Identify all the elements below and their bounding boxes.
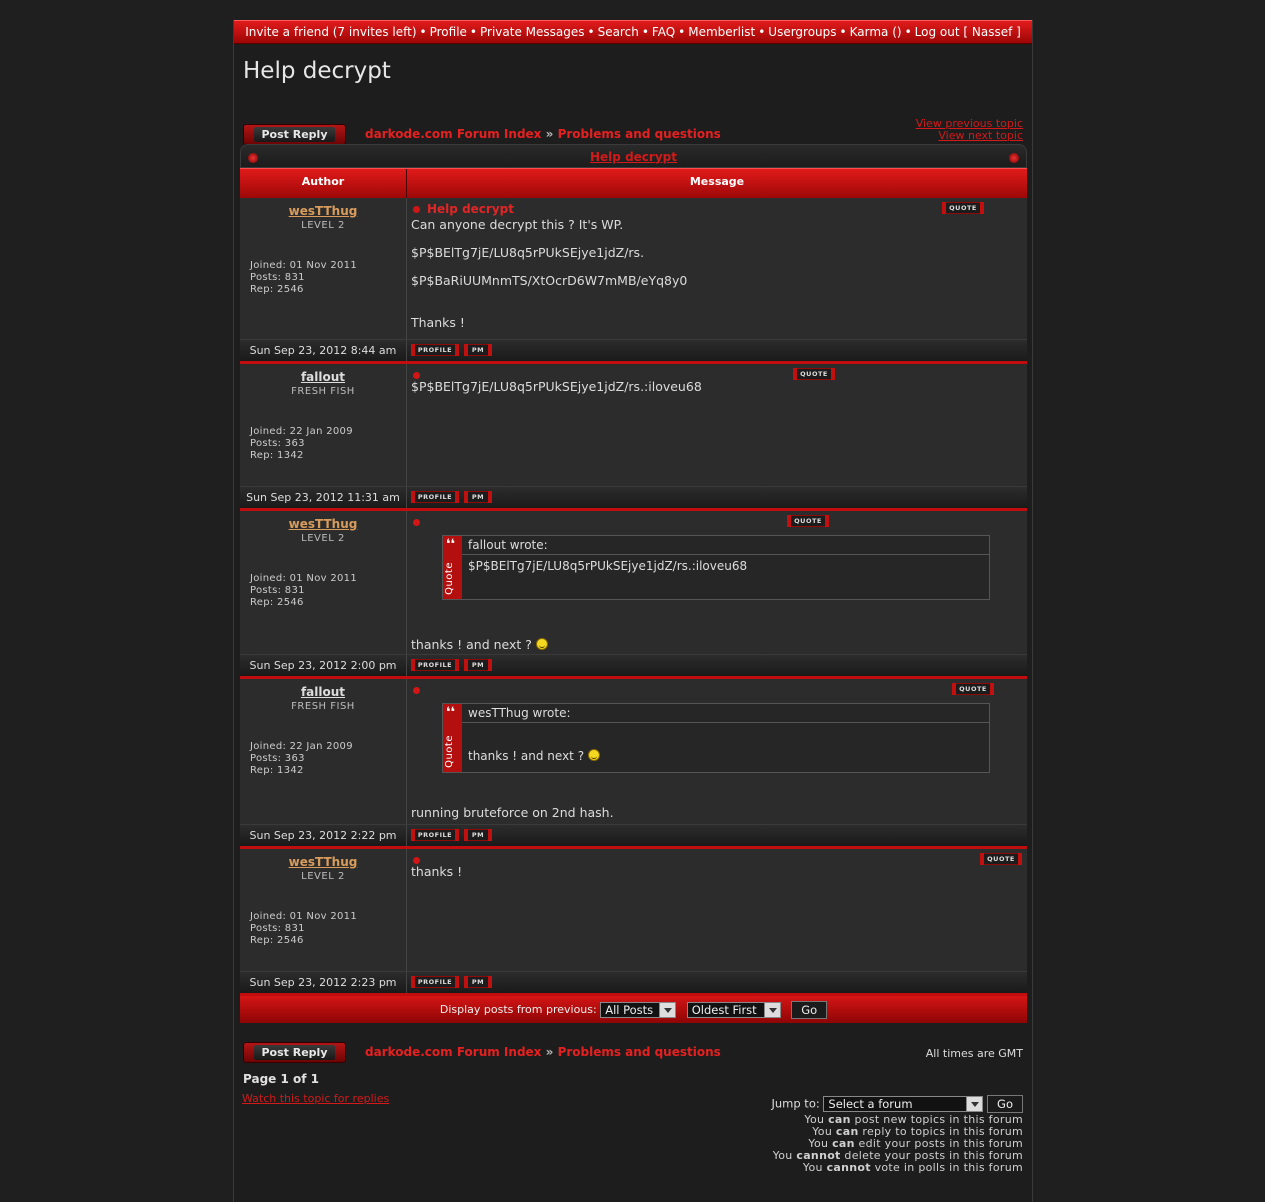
author-name-link[interactable]: wesTThug: [288, 204, 358, 218]
author-reputation: Rep: 1342: [250, 450, 304, 461]
header-dot-icon: [248, 153, 258, 163]
post-date: Sun Sep 23, 2012 8:44 am: [240, 340, 407, 361]
author-rank: LEVEL 2: [301, 871, 345, 882]
post-subject: [411, 853, 1027, 865]
post-body: [411, 806, 614, 820]
post-subject: [411, 683, 1027, 695]
previous-topic-link[interactable]: View previous topic: [915, 117, 1023, 130]
forum-jump-value: Select a forum: [828, 1097, 913, 1111]
permission-flag: cannot: [796, 1149, 841, 1162]
post-reply-button-bottom[interactable]: [243, 1042, 346, 1063]
permission-text: edit your posts in this forum: [854, 1137, 1023, 1150]
memberlist-link[interactable]: Memberlist: [688, 25, 756, 39]
permission-text: post new topics in this forum: [850, 1113, 1023, 1126]
quote-block: [442, 535, 990, 600]
permission-text: You: [812, 1125, 836, 1138]
nav-separator: •: [469, 25, 477, 39]
post: [240, 361, 1027, 486]
post-actions: [407, 972, 1027, 993]
post-date: Sun Sep 23, 2012 2:23 pm: [240, 972, 407, 993]
page-count: Page 1 of 1: [243, 1072, 319, 1086]
watch-topic-link[interactable]: Watch this topic for replies: [242, 1092, 390, 1105]
forum-jump-select[interactable]: [823, 1096, 983, 1112]
topic-pager: [916, 118, 1023, 142]
post-reply-button[interactable]: [243, 124, 346, 145]
permission-line: [773, 1162, 1023, 1174]
post-message-cell: [407, 198, 1027, 339]
pm-button[interactable]: PM: [464, 344, 492, 356]
quote-text: thanks ! and next ?: [468, 749, 585, 763]
post-subject: [411, 368, 1027, 380]
sort-order-select[interactable]: [687, 1002, 781, 1018]
post-message-cell: [407, 511, 1027, 654]
quote-button[interactable]: QUOTE: [980, 853, 1022, 865]
next-topic-link[interactable]: View next topic: [938, 129, 1023, 142]
author-reputation: Rep: 2546: [250, 935, 304, 946]
permission-flag: cannot: [826, 1161, 871, 1174]
breadcrumb-separator: »: [545, 127, 554, 141]
permission-text: reply to topics in this forum: [858, 1125, 1023, 1138]
author-post-count: Posts: 831: [250, 585, 305, 596]
forum-page: [233, 20, 1033, 1202]
quote-tag: Quote: [444, 562, 455, 595]
nav-separator: •: [839, 25, 847, 39]
author-info: [250, 426, 353, 462]
post-body: [411, 380, 1027, 394]
author-rank: LEVEL 2: [301, 220, 345, 231]
page-title: Help decrypt: [243, 58, 391, 84]
post: [240, 508, 1027, 654]
post-message-cell: [407, 679, 1027, 824]
author-name-link[interactable]: wesTThug: [288, 855, 358, 869]
post: [240, 846, 1027, 971]
post-date: Sun Sep 23, 2012 2:22 pm: [240, 825, 407, 846]
pm-button[interactable]: PM: [464, 659, 492, 671]
post-footer: [240, 824, 1027, 846]
profile-button[interactable]: PROFILE: [411, 976, 459, 988]
profile-button[interactable]: PROFILE: [411, 829, 459, 841]
post-actions: [407, 487, 1027, 508]
post-author-cell: [240, 679, 407, 824]
permission-text: You: [808, 1137, 833, 1150]
top-navigation: [234, 20, 1032, 44]
post: [240, 198, 1027, 339]
post-reply-label: Post Reply: [254, 127, 335, 142]
author-reputation: Rep: 2546: [250, 597, 304, 608]
author-joined: Joined: 01 Nov 2011: [250, 260, 357, 271]
posts-period-select[interactable]: [600, 1002, 676, 1018]
column-headers: [240, 168, 1027, 198]
post-text-line: $P$BElTg7jE/LU8q5rPUkSEjye1jdZ/rs.: [411, 245, 645, 260]
post-subject: [411, 515, 1027, 527]
display-go-button[interactable]: Go: [791, 1001, 827, 1019]
post-message-cell: [407, 849, 1027, 971]
permission-text: You: [772, 1149, 797, 1162]
quote-button[interactable]: QUOTE: [793, 368, 835, 380]
author-joined: Joined: 01 Nov 2011: [250, 573, 357, 584]
author-info: [250, 741, 353, 777]
timezone-note: All times are GMT: [925, 1047, 1023, 1060]
quote-sidebar: [443, 704, 462, 772]
quote-marks-icon: ❛❛: [446, 705, 456, 720]
jump-to-label: Jump to:: [771, 1096, 820, 1111]
sort-order-value: Oldest First: [691, 1003, 757, 1017]
post-body: [411, 218, 1027, 330]
nav-separator: •: [587, 25, 595, 39]
author-reputation: Rep: 1342: [250, 765, 304, 776]
post-body: [411, 638, 548, 652]
breadcrumb-forum[interactable]: Problems and questions: [557, 1045, 721, 1059]
author-joined: Joined: 22 Jan 2009: [250, 741, 353, 752]
post-footer: [240, 486, 1027, 508]
author-column-header: Author: [240, 169, 407, 198]
nav-separator: •: [419, 25, 427, 39]
profile-button[interactable]: PROFILE: [411, 344, 459, 356]
quote-header: wesTThug wrote:: [462, 704, 989, 723]
post-text-line: thanks !: [411, 864, 463, 879]
quote-header: fallout wrote:: [462, 536, 989, 555]
post-footer: [240, 654, 1027, 676]
pm-button[interactable]: PM: [464, 829, 492, 841]
author-joined: Joined: 01 Nov 2011: [250, 911, 357, 922]
author-post-count: Posts: 363: [250, 753, 305, 764]
post: [240, 676, 1027, 824]
post-text-line: running bruteforce on 2nd hash.: [411, 805, 614, 820]
breadcrumb: [365, 127, 721, 141]
quote-body: [462, 723, 989, 767]
quote-sidebar: [443, 536, 462, 599]
post-author-cell: [240, 198, 407, 339]
profile-button[interactable]: PROFILE: [411, 659, 459, 671]
post-text-line: $P$BElTg7jE/LU8q5rPUkSEjye1jdZ/rs.:iloveu68: [411, 379, 702, 394]
author-rank: FRESH FISH: [291, 386, 355, 397]
author-rank: LEVEL 2: [301, 533, 345, 544]
quote-marks-icon: ❛❛: [446, 537, 456, 552]
author-name-link[interactable]: fallout: [300, 685, 346, 699]
quote-block: [442, 703, 990, 773]
post-reply-label: Post Reply: [254, 1045, 335, 1060]
posts-period-value: All Posts: [605, 1003, 654, 1017]
breadcrumb-forum-index[interactable]: darkode.com Forum Index: [365, 1045, 542, 1059]
post-author-cell: [240, 849, 407, 971]
post-message-cell: [407, 364, 1027, 486]
post-actions: [407, 655, 1027, 676]
author-name-link[interactable]: fallout: [300, 370, 346, 384]
karma-link[interactable]: Karma (): [849, 25, 902, 39]
post-author-cell: [240, 511, 407, 654]
permission-text: You: [804, 1113, 829, 1126]
quote-tag: Quote: [444, 735, 455, 768]
permission-text: vote in polls in this forum: [870, 1161, 1023, 1174]
quote-button[interactable]: QUOTE: [787, 515, 829, 527]
quote-button[interactable]: QUOTE: [952, 683, 994, 695]
breadcrumb-separator: »: [545, 1045, 554, 1059]
author-info: [250, 260, 357, 296]
author-post-count: Posts: 363: [250, 438, 305, 449]
dropdown-arrow-icon: [659, 1003, 675, 1017]
post-actions: [407, 825, 1027, 846]
permission-flag: can: [835, 1125, 859, 1138]
logout-link[interactable]: Log out [ Nassef ]: [914, 25, 1021, 39]
dropdown-arrow-icon: [764, 1003, 780, 1017]
permission-flag: can: [828, 1113, 851, 1126]
quote-body: $P$BElTg7jE/LU8q5rPUkSEjye1jdZ/rs.:iloveu68: [468, 559, 748, 573]
display-options-label: Display posts from previous:: [439, 1003, 597, 1016]
post-footer: [240, 339, 1027, 361]
dropdown-arrow-icon: [966, 1097, 982, 1111]
permission-text: delete your posts in this forum: [840, 1149, 1023, 1162]
post-text-line: Thanks !: [411, 315, 465, 330]
forum-permissions: [773, 1114, 1023, 1174]
topic-header: [240, 144, 1027, 168]
message-column-header: Message: [689, 175, 745, 188]
breadcrumb-bottom: [365, 1045, 721, 1059]
display-options-bar: [240, 993, 1027, 1023]
pm-button[interactable]: PM: [464, 491, 492, 503]
quote-button[interactable]: QUOTE: [942, 202, 984, 214]
permission-flag: can: [832, 1137, 855, 1150]
jump-to-forum: [771, 1095, 1023, 1113]
author-post-count: Posts: 831: [250, 923, 305, 934]
author-name-link[interactable]: wesTThug: [288, 517, 358, 531]
author-rank: FRESH FISH: [291, 701, 355, 712]
post-actions: [407, 340, 1027, 361]
page-footer: [234, 1042, 1032, 1202]
permission-text: You: [802, 1161, 827, 1174]
nav-separator: •: [641, 25, 649, 39]
topic-title-link[interactable]: Help decrypt: [590, 150, 677, 164]
nav-separator: •: [758, 25, 766, 39]
jump-go-button[interactable]: Go: [987, 1095, 1023, 1113]
profile-button[interactable]: PROFILE: [411, 491, 459, 503]
private-messages-link[interactable]: Private Messages: [480, 25, 585, 39]
post-text-line: Can anyone decrypt this ? It's WP.: [411, 217, 624, 232]
topic-table: [240, 144, 1027, 1023]
author-info: [250, 573, 357, 609]
pm-button[interactable]: PM: [464, 976, 492, 988]
profile-link[interactable]: Profile: [429, 25, 467, 39]
post-date: Sun Sep 23, 2012 11:31 am: [240, 487, 407, 508]
post-date: Sun Sep 23, 2012 2:00 pm: [240, 655, 407, 676]
author-post-count: Posts: 831: [250, 272, 305, 283]
smiley-icon: [536, 638, 548, 650]
search-link[interactable]: Search: [597, 25, 639, 39]
post-text-line: thanks ! and next ?: [411, 637, 532, 652]
smiley-icon: [588, 749, 600, 761]
post-subject: Help decrypt: [411, 202, 1027, 218]
nav-separator: •: [904, 25, 912, 39]
post-body: [411, 865, 1027, 879]
breadcrumb-forum-index[interactable]: darkode.com Forum Index: [365, 127, 542, 141]
invite-link[interactable]: Invite a friend (7 invites left): [245, 25, 417, 39]
usergroups-link[interactable]: Usergroups: [768, 25, 837, 39]
nav-separator: •: [678, 25, 686, 39]
breadcrumb-forum[interactable]: Problems and questions: [557, 127, 721, 141]
post-author-cell: [240, 364, 407, 486]
author-reputation: Rep: 2546: [250, 284, 304, 295]
post-footer: [240, 971, 1027, 993]
header-dot-icon: [1009, 153, 1019, 163]
post-text-line: $P$BaRiUUMnmTS/XtOcrD6W7mMB/eYq8y0: [411, 273, 688, 288]
author-joined: Joined: 22 Jan 2009: [250, 426, 353, 437]
author-info: [250, 911, 357, 947]
faq-link[interactable]: FAQ: [651, 25, 676, 39]
